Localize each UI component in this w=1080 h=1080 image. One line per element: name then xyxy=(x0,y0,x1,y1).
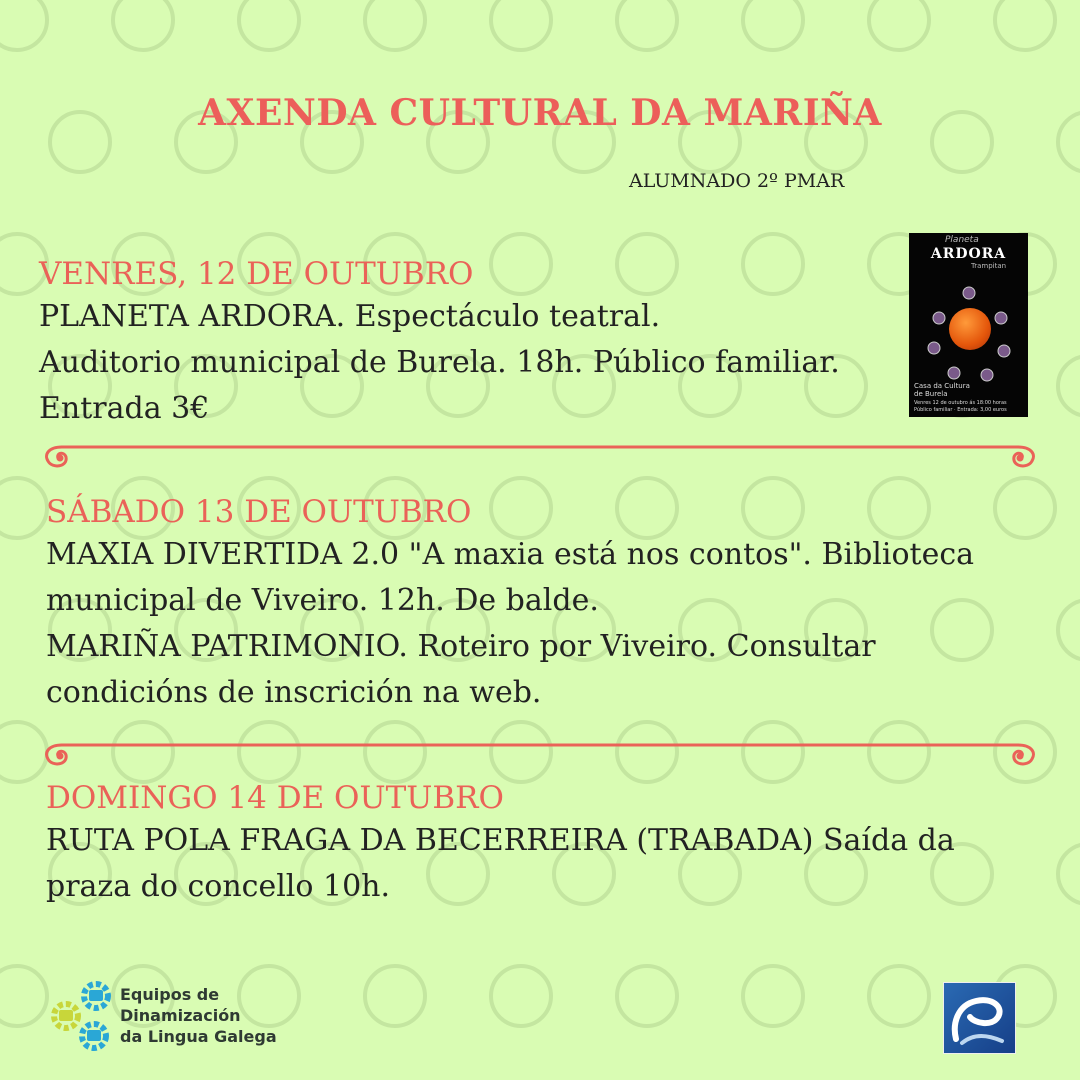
poster-tagline: Trampitan xyxy=(971,262,1007,270)
planeta-ardora-poster xyxy=(909,233,1028,417)
event-saturday xyxy=(46,492,974,716)
ornamental-divider xyxy=(40,739,1040,773)
poster-small-title: Planeta xyxy=(945,235,979,245)
event-day-label: DOMINGO 14 DE OUTUBRO xyxy=(46,780,504,816)
poster-detail: Público familiar · Entrada: 3,00 euros xyxy=(914,407,1007,413)
school-emblem-icon xyxy=(944,983,1015,1053)
event-friday xyxy=(39,254,840,432)
event-day-label: VENRES, 12 DE OUTUBRO xyxy=(39,256,474,292)
page-title: AXENDA CULTURAL DA MARIÑA xyxy=(198,92,882,134)
event-line: MARIÑA PATRIMONIO. Roteiro por Viveiro. Consultar xyxy=(46,629,876,664)
event-line: RUTA POLA FRAGA DA BECERREIRA (TRABADA) Saída da xyxy=(46,823,955,858)
school-logo xyxy=(943,982,1016,1054)
event-sunday xyxy=(46,778,955,910)
event-line: condicións de inscrición na web. xyxy=(46,675,542,710)
event-line: Entrada 3€ xyxy=(39,391,210,426)
event-line: MAXIA DIVERTIDA 2.0 "A maxia está nos contos". Biblioteca xyxy=(46,537,975,572)
poster-planet xyxy=(949,308,991,350)
ornamental-divider xyxy=(40,441,1040,475)
poster-detail: Venres 12 de outubro ás 18:00 horas xyxy=(914,400,1007,406)
event-line: praza do concello 10h. xyxy=(46,869,391,904)
event-line: PLANETA ARDORA. Espectáculo teatral. xyxy=(39,299,661,334)
poster-venue: Casa da Cultura xyxy=(914,382,970,390)
event-line: Auditorio municipal de Burela. 18h. Público familiar. xyxy=(39,345,840,380)
event-day-label: SÁBADO 13 DE OUTUBRO xyxy=(46,494,472,530)
gears-icon xyxy=(48,978,120,1056)
edlg-logo xyxy=(48,978,288,1056)
edlg-logo-text: Equipos de Dinamización da Lingua Galega xyxy=(120,985,277,1046)
page-subtitle: ALUMNADO 2º PMAR xyxy=(629,170,845,192)
poster-title: ARDORA xyxy=(930,246,1007,262)
poster-venue: de Burela xyxy=(914,390,948,398)
event-line: municipal de Viveiro. 12h. De balde. xyxy=(46,583,599,618)
